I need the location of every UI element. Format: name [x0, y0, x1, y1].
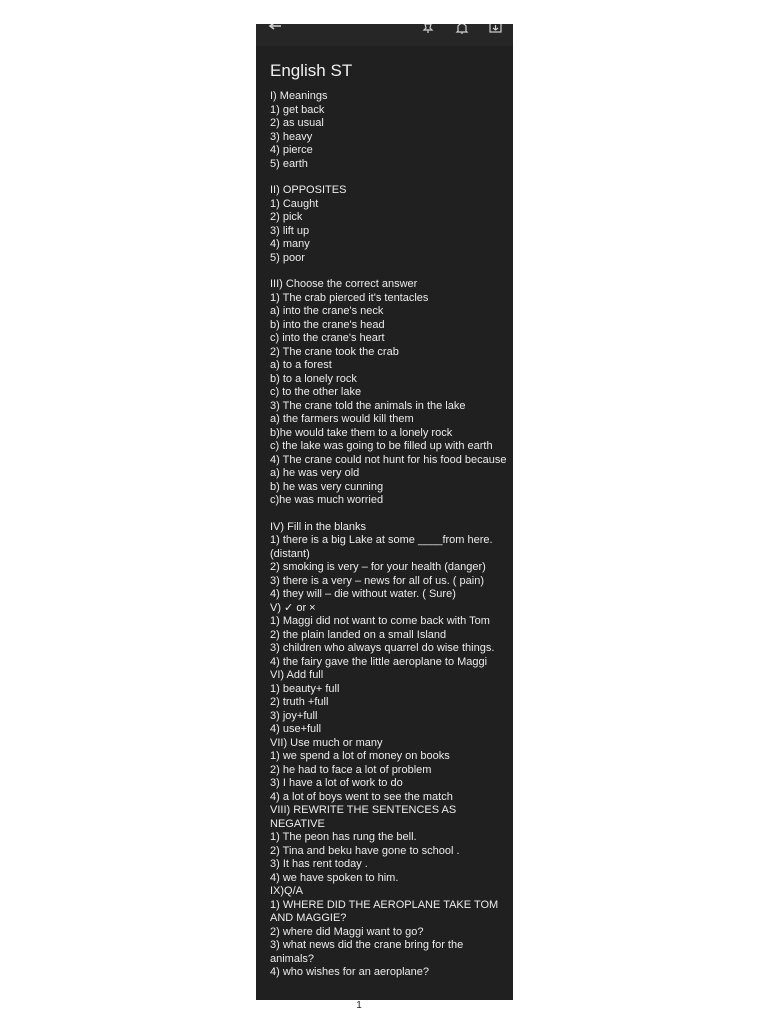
- note-line: 2) pick: [270, 211, 303, 223]
- note-line: 1) The crab pierced it's tentacles: [270, 291, 429, 304]
- note-line: 3) I have a lot of work to do: [270, 777, 403, 789]
- note-line: c)he was much worried: [270, 494, 384, 506]
- page-number: 1: [356, 1000, 362, 1011]
- note-line: 1) we spend a lot of money on books: [270, 750, 450, 762]
- note-line: 2) truth +full: [270, 696, 329, 708]
- note-body[interactable]: [270, 60, 510, 980]
- note-line: a) to a forest: [270, 359, 332, 371]
- section-opposites: [270, 184, 510, 265]
- note-line: 3) children who always quarrel do wise things.: [270, 642, 495, 654]
- note-line: a) into the crane's neck: [270, 305, 384, 317]
- note-line: b) to a lonely rock: [270, 372, 357, 385]
- note-line: 2) where did Maggi want to go?: [270, 925, 424, 938]
- app-toolbar: [256, 24, 513, 46]
- note-line: III) Choose the correct answer: [270, 278, 418, 290]
- note-line: VI) Add full: [270, 669, 324, 681]
- section-fill-blanks-and-more: [270, 521, 510, 980]
- note-line: 3) lift up: [270, 224, 310, 237]
- note-line: 1) Maggi did not want to come back with Tom: [270, 615, 490, 627]
- note-line: 4) we have spoken to him.: [270, 871, 399, 884]
- back-arrow-icon[interactable]: [268, 24, 282, 34]
- section-meanings: [270, 90, 510, 171]
- note-line: 2) the plain landed on a small Island: [270, 628, 447, 641]
- note-line: 1) get back: [270, 103, 325, 116]
- note-line: 3) The crane told the animals in the lake: [270, 399, 466, 412]
- note-line: c) into the crane's heart: [270, 332, 385, 344]
- phone-screenshot: [256, 24, 513, 1000]
- note-line: 4) they will – die without water. ( Sure): [270, 588, 456, 600]
- note-line: 4) a lot of boys went to see the match: [270, 790, 453, 803]
- note-line: 3) heavy: [270, 130, 313, 143]
- note-line: a) the farmers would kill them: [270, 413, 414, 425]
- note-line: VIII) REWRITE THE SENTENCES AS NEGATIVE: [270, 804, 457, 830]
- note-line: 4) many: [270, 238, 310, 250]
- note-line: 1) beauty+ full: [270, 682, 340, 695]
- reminder-bell-icon[interactable]: [455, 24, 469, 34]
- note-title[interactable]: English ST: [270, 61, 353, 80]
- note-line: b) he was very cunning: [270, 480, 384, 493]
- note-line: 4) who wishes for an aeroplane?: [270, 966, 429, 978]
- note-line: 3) there is a very – news for all of us. ( pain): [270, 574, 484, 587]
- note-line: 3) It has rent today .: [270, 858, 368, 870]
- note-line: b) into the crane's head: [270, 318, 385, 331]
- note-line: 1) The peon has rung the bell.: [270, 831, 417, 843]
- note-line: 1) there is a big Lake at some ____from here. (distant): [270, 534, 493, 560]
- note-line: c) the lake was going to be filled up with earth: [270, 440, 493, 452]
- note-line: 4) the fairy gave the little aeroplane to Maggi: [270, 655, 488, 668]
- note-line: b)he would take them to a lonely rock: [270, 426, 453, 439]
- note-line: 1) Caught: [270, 197, 319, 210]
- archive-icon[interactable]: [489, 24, 502, 34]
- note-line: 4) use+full: [270, 723, 322, 735]
- note-line: 2) smoking is very – for your health (danger): [270, 561, 486, 573]
- note-line: IX)Q/A: [270, 885, 304, 897]
- note-line: c) to the other lake: [270, 386, 362, 398]
- note-line: 4) pierce: [270, 144, 313, 156]
- note-line: 5) earth: [270, 157, 308, 170]
- note-line: a) he was very old: [270, 467, 360, 479]
- note-line: I) Meanings: [270, 90, 328, 102]
- note-line: 3) joy+full: [270, 709, 318, 722]
- note-line: 2) he had to face a lot of problem: [270, 763, 432, 776]
- note-line: V) ✓ or ×: [270, 601, 316, 614]
- section-choose-answer: [270, 278, 510, 508]
- note-line: IV) Fill in the blanks: [270, 520, 366, 533]
- note-line: 3) what news did the crane bring for the animals?: [270, 939, 464, 965]
- note-line: 2) as usual: [270, 117, 324, 129]
- note-line: 4) The crane could not hunt for his food because: [270, 453, 507, 466]
- pin-icon[interactable]: [422, 24, 434, 34]
- note-line: 5) poor: [270, 251, 305, 264]
- note-line: 2) The crane took the crab: [270, 345, 399, 358]
- note-line: 2) Tina and beku have gone to school .: [270, 844, 460, 857]
- note-line: 1) WHERE DID THE AEROPLANE TAKE TOM AND MAGGIE?: [270, 898, 499, 924]
- note-line: II) OPPOSITES: [270, 184, 347, 196]
- note-line: VII) Use much or many: [270, 736, 383, 749]
